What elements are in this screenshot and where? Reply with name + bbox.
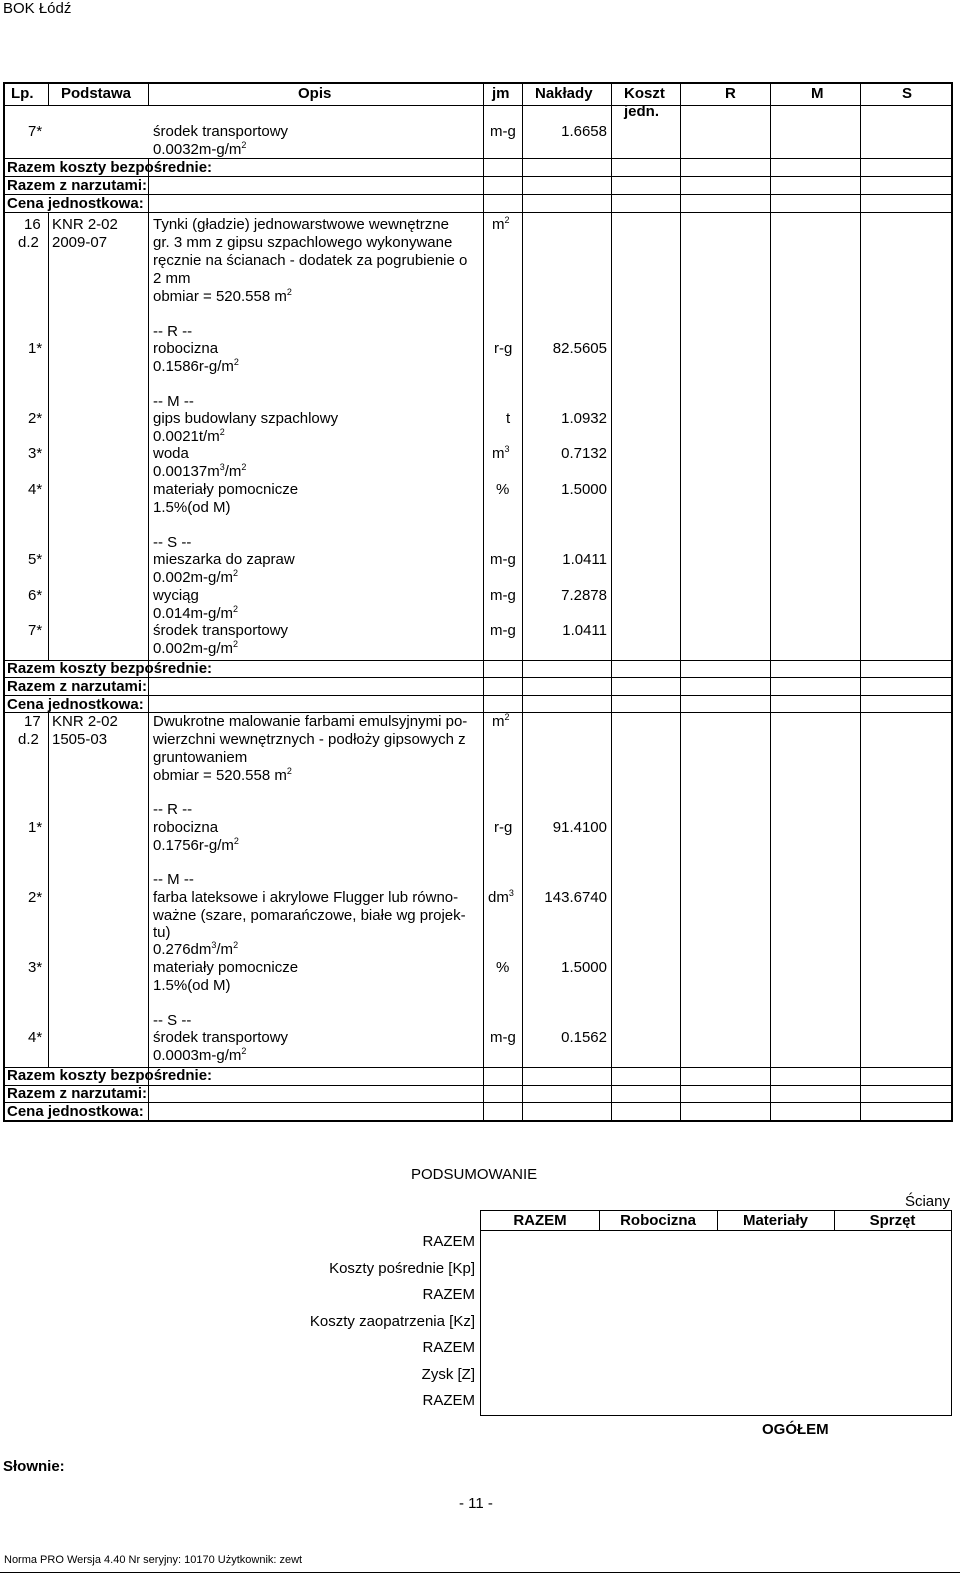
razem-narzut: Razem z narzutami: bbox=[7, 678, 148, 695]
summary-label: RAZEM bbox=[422, 1286, 475, 1303]
section-m: -- M -- bbox=[153, 871, 194, 888]
summary-col-sprzet: Sprzęt bbox=[869, 1212, 916, 1229]
col-koszt-jedn: jedn. bbox=[624, 103, 660, 120]
summary-label: Koszty zaopatrzenia [Kz] bbox=[309, 1313, 475, 1330]
summary-col-robocizna: Robocizna bbox=[620, 1212, 696, 1229]
summary-label: Koszty pośrednie [Kp] bbox=[329, 1260, 475, 1277]
col-m: M bbox=[811, 85, 824, 102]
section-r: -- R -- bbox=[153, 801, 193, 818]
col-naklady: Nakłady bbox=[535, 85, 593, 102]
razem-narzut: Razem z narzutami: bbox=[7, 177, 148, 194]
summary-group: Ściany bbox=[904, 1193, 950, 1210]
summary-title: PODSUMOWANIE bbox=[411, 1166, 538, 1183]
razem-narzut: Razem z narzutami: bbox=[7, 1085, 148, 1102]
razem-bezposrednie: Razem koszty bezpośrednie: bbox=[7, 1067, 213, 1084]
summary-label: Zysk [Z] bbox=[421, 1366, 475, 1383]
summary-label: RAZEM bbox=[422, 1392, 475, 1409]
section-s: -- S -- bbox=[153, 534, 192, 551]
col-opis: Opis bbox=[298, 85, 332, 102]
summary-col-razem: RAZEM bbox=[513, 1212, 567, 1229]
cena-jednostkowa: Cena jednostkowa: bbox=[7, 195, 144, 212]
col-jm: jm bbox=[492, 85, 510, 102]
section-m: -- M -- bbox=[153, 393, 194, 410]
footer: Norma PRO Wersja 4.40 Nr seryjny: 10170 Użytkownik: zewt bbox=[4, 1554, 303, 1566]
razem-bezposrednie: Razem koszty bezpośrednie: bbox=[7, 159, 213, 176]
col-podstawa: Podstawa bbox=[61, 85, 132, 102]
page-number: - 11 - bbox=[459, 1495, 493, 1512]
summary-label: RAZEM bbox=[422, 1339, 475, 1356]
col-lp: Lp. bbox=[11, 85, 34, 102]
summary-col-materialy: Materiały bbox=[742, 1212, 809, 1229]
cena-jednostkowa: Cena jednostkowa: bbox=[7, 1103, 144, 1120]
col-koszt: Koszt bbox=[624, 85, 665, 102]
cena-jednostkowa: Cena jednostkowa: bbox=[7, 696, 144, 713]
col-s: S bbox=[902, 85, 913, 102]
razem-bezposrednie: Razem koszty bezpośrednie: bbox=[7, 660, 213, 677]
ogolem-label: OGÓŁEM bbox=[762, 1421, 829, 1438]
slownie-label: Słownie: bbox=[3, 1458, 65, 1475]
app-title: BOK Łódź bbox=[3, 0, 72, 17]
section-r: -- R -- bbox=[153, 323, 193, 340]
section-s: -- S -- bbox=[153, 1012, 192, 1029]
col-r: R bbox=[725, 85, 736, 102]
summary-label: RAZEM bbox=[422, 1233, 475, 1250]
